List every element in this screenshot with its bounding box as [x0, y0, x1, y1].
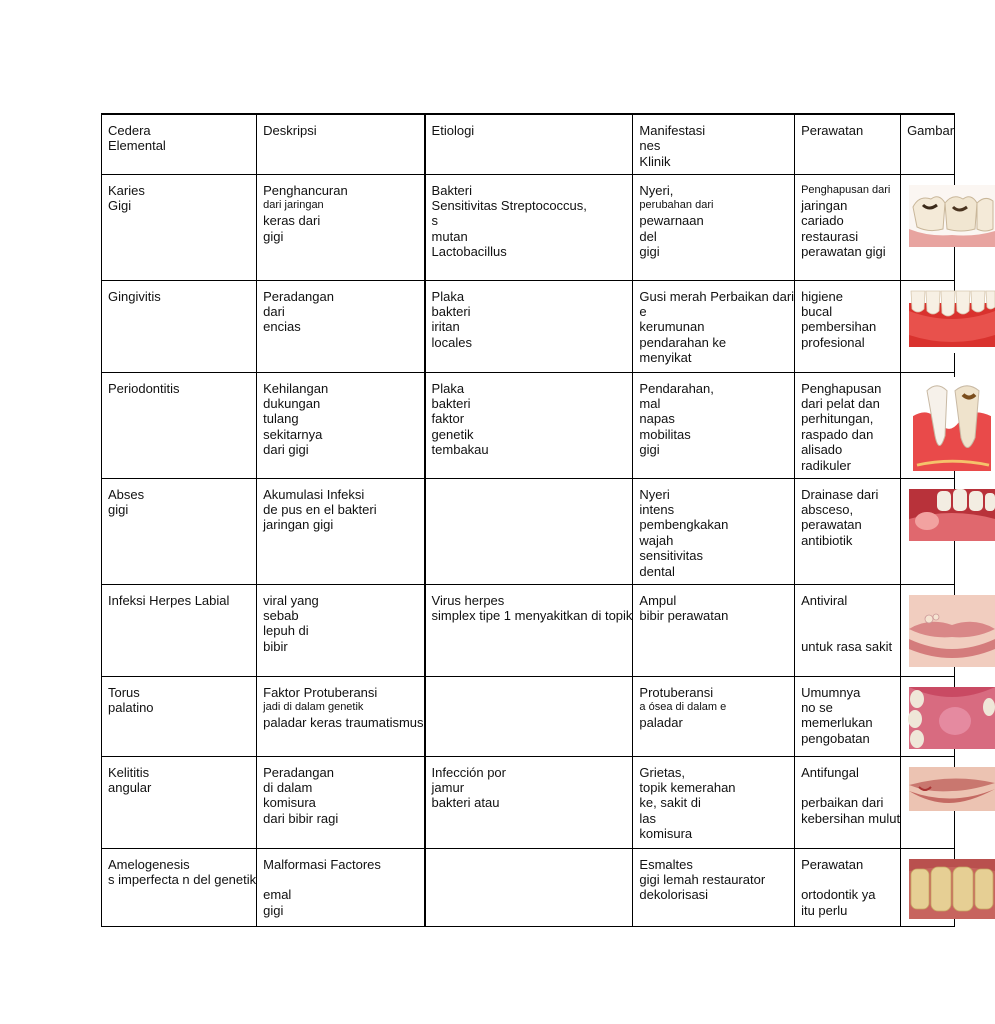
- cell-text-line: Peradangan: [263, 764, 334, 780]
- cell-text-line: kerumunan: [639, 319, 705, 335]
- cell-text-line: Ampul: [639, 592, 677, 608]
- cell-text-line: locales: [431, 334, 473, 350]
- cell-text-line: tembakau: [431, 442, 489, 458]
- cell-text-line: bakteri: [431, 395, 471, 411]
- cell-text-line: e: [639, 303, 647, 319]
- perawatan-cell: [795, 848, 901, 926]
- table-row: [102, 174, 955, 280]
- cell-text-line: [801, 780, 900, 795]
- cell-text-line: perubahan dari: [639, 198, 714, 211]
- cell-text-line: antibiotik: [801, 532, 853, 548]
- cell-text-line: kebersihan mulut: [801, 810, 901, 826]
- cell-text-line: pembengkakan: [639, 517, 729, 533]
- cell-text-line: menyikat: [639, 350, 692, 366]
- cell-text-line: Abses: [108, 486, 145, 502]
- lesion-image: [909, 489, 995, 541]
- cell-text-line: dekolorisasi: [639, 887, 709, 903]
- gambar-cell: [901, 676, 955, 756]
- deskripsi-cell: [257, 114, 425, 174]
- cell-text-line: Bakteri: [431, 182, 473, 198]
- cell-text-line: Gingivitis: [108, 288, 161, 304]
- carious-molars-icon: [909, 185, 995, 247]
- cell-text-line: topik kemerahan: [639, 779, 736, 795]
- cell-text-line: cariado: [801, 213, 844, 229]
- etiologi-cell: [425, 372, 633, 478]
- etiologi-cell: [425, 478, 633, 584]
- cell-text-line: Penghapusan: [801, 380, 882, 396]
- cell-text-line: absceso,: [801, 501, 854, 517]
- cell-text-line: jaringan: [801, 197, 848, 213]
- cedera-cell: [102, 280, 257, 372]
- cell-text-line: Gusi merah Perbaikan dari: [639, 288, 795, 304]
- cell-text-line: perhitungan,: [801, 411, 874, 427]
- cell-text-line: dukungan: [263, 395, 321, 411]
- cell-text-line: Perawatan: [801, 123, 864, 138]
- cell-text-line: dental: [639, 563, 675, 579]
- cell-text-line: profesional: [801, 334, 865, 350]
- cell-text-line: paladar keras traumatismus: [263, 715, 424, 731]
- cell-text-line: a ósea di dalam e: [639, 700, 727, 713]
- cedera-cell: [102, 848, 257, 926]
- deskripsi-cell: [257, 584, 425, 676]
- cell-text-line: Deskripsi: [263, 123, 317, 138]
- cell-text-line: Cedera: [108, 123, 151, 138]
- cell-text-line: bakteri atau: [431, 795, 500, 811]
- cell-text-line: Nyeri,: [639, 182, 674, 198]
- cell-text-line: napas: [639, 411, 675, 427]
- cell-text-line: perawatan gigi: [801, 244, 886, 260]
- cell-text-line: gigi: [639, 244, 660, 260]
- cedera-cell: [102, 372, 257, 478]
- cell-text-line: ke, sakit di: [639, 795, 701, 811]
- cell-text-line: ortodontik ya: [801, 887, 876, 903]
- gambar-cell: [901, 848, 955, 926]
- cell-text-line: Infeksi Herpes Labial: [108, 592, 230, 608]
- cell-text-line: s imperfecta n del genetik: [108, 871, 257, 887]
- cell-text-line: Grietas,: [639, 764, 685, 780]
- cell-text-line: gigi: [639, 442, 660, 458]
- cell-text-line: Infección por: [431, 764, 506, 780]
- cell-text-line: memerlukan: [801, 715, 873, 731]
- cell-text-line: Penghapusan dari: [801, 183, 891, 196]
- cell-text-line: gigi: [108, 501, 129, 517]
- manifestasi-cell: [633, 372, 795, 478]
- cedera-cell: [102, 478, 257, 584]
- cell-text-line: raspado dan: [801, 426, 874, 442]
- cell-text-line: Esmaltes: [639, 856, 693, 872]
- cell-text-line: emal: [263, 887, 292, 903]
- cell-text-line: bakteri: [431, 303, 471, 319]
- cell-text-line: alisado: [801, 442, 843, 458]
- table-row: [102, 848, 955, 926]
- cell-text-line: [801, 623, 900, 638]
- cell-text-line: sensitivitas: [639, 548, 703, 564]
- cell-text-line: pembersihan: [801, 319, 877, 335]
- gambar-cell: [901, 280, 955, 372]
- cell-text-line: di dalam: [263, 779, 313, 795]
- gambar-cell: [901, 756, 955, 848]
- amelogenesis-teeth-icon: [909, 859, 995, 919]
- cell-text-line: dari gigi: [263, 442, 309, 458]
- cell-text-line: Peradangan: [263, 288, 334, 304]
- gambar-cell: [901, 372, 955, 478]
- deskripsi-cell: [257, 174, 425, 280]
- cell-text-line: dari: [263, 303, 285, 319]
- cedera-cell: [102, 756, 257, 848]
- cedera-cell: [102, 174, 257, 280]
- deskripsi-cell: [257, 848, 425, 926]
- manifestasi-cell: [633, 280, 795, 372]
- cell-text-line: Pendarahan,: [639, 380, 714, 396]
- etiologi-cell: [425, 584, 633, 676]
- cell-text-line: Klinik: [639, 153, 671, 169]
- cell-text-line: Amelogenesis: [108, 856, 190, 872]
- cell-text-line: dari jaringan: [263, 198, 324, 211]
- cell-text-line: dari bibir ragi: [263, 810, 339, 826]
- cell-text-line: perawatan: [801, 517, 862, 533]
- manifestasi-cell: [633, 114, 795, 174]
- cell-text-line: mobilitas: [639, 426, 691, 442]
- cell-text-line: no se: [801, 699, 833, 715]
- cell-text-line: perbaikan dari: [801, 795, 884, 811]
- perawatan-cell: [795, 478, 901, 584]
- cell-text-line: nes: [639, 138, 661, 154]
- etiologi-cell: [425, 848, 633, 926]
- lesion-image: [909, 767, 995, 811]
- cell-text-line: wajah: [639, 532, 674, 548]
- cell-text-line: iritan: [431, 319, 460, 335]
- cell-text-line: Plaka: [431, 288, 465, 304]
- cell-text-line: las: [639, 810, 657, 826]
- table-row: [102, 478, 955, 584]
- cell-text-line: Kehilangan: [263, 380, 329, 396]
- etiologi-cell: [425, 280, 633, 372]
- cell-text-line: Manifestasi: [639, 123, 706, 138]
- cell-text-line: palatino: [108, 699, 154, 715]
- cell-text-line: untuk rasa sakit: [801, 638, 893, 654]
- perawatan-cell: [795, 280, 901, 372]
- deskripsi-cell: [257, 756, 425, 848]
- cell-text-line: [801, 872, 900, 887]
- cell-text-line: jaringan gigi: [263, 517, 334, 533]
- cell-text-line: gigi lemah restaurator: [639, 871, 766, 887]
- cell-text-line: Kelititis: [108, 764, 150, 780]
- manifestasi-cell: [633, 756, 795, 848]
- lesion-image: [909, 687, 995, 749]
- cell-text-line: Antifungal: [801, 764, 859, 780]
- cell-text-line: viral yang: [263, 592, 319, 608]
- cell-text-line: Torus: [108, 684, 140, 700]
- cedera-cell: [102, 584, 257, 676]
- lesion-image: [909, 377, 995, 471]
- lesion-image: [909, 859, 995, 919]
- cell-text-line: de pus en el bakteri: [263, 501, 377, 517]
- table-row: [102, 756, 955, 848]
- cell-text-line: itu perlu: [801, 902, 848, 918]
- cell-text-line: bucal: [801, 303, 833, 319]
- cell-text-line: paladar: [639, 715, 683, 731]
- cell-text-line: bibir perawatan: [639, 607, 729, 623]
- cell-text-line: mal: [639, 395, 661, 411]
- cell-text-line: Sensitivitas Streptococcus,: [431, 197, 587, 213]
- manifestasi-cell: [633, 848, 795, 926]
- table-row: [102, 280, 955, 372]
- table-row: [102, 584, 955, 676]
- deskripsi-cell: [257, 280, 425, 372]
- cell-text-line: lepuh di: [263, 623, 309, 639]
- manifestasi-cell: [633, 174, 795, 280]
- cell-text-line: pengobatan: [801, 730, 870, 746]
- cell-text-line: Umumnya: [801, 684, 861, 700]
- cell-text-line: jamur: [431, 779, 465, 795]
- cell-text-line: s: [431, 213, 439, 229]
- cell-text-line: intens: [639, 501, 675, 517]
- cell-text-line: keras dari: [263, 213, 321, 229]
- cell-text-line: Faktor Protuberansi: [263, 684, 378, 700]
- header-row: [102, 114, 955, 174]
- gambar-cell: [901, 584, 955, 676]
- cell-text-line: bibir: [263, 638, 288, 654]
- cell-text-line: tulang: [263, 411, 299, 427]
- cell-text-line: Perawatan: [801, 856, 864, 872]
- deskripsi-cell: [257, 372, 425, 478]
- cedera-cell: [102, 676, 257, 756]
- gambar-cell: [901, 114, 955, 174]
- cell-text-line: higiene: [801, 288, 843, 304]
- cell-text-line: Etiologi: [431, 123, 475, 138]
- cell-text-line: genetik: [431, 426, 474, 442]
- perawatan-cell: [795, 676, 901, 756]
- angular-cheilitis-icon: [909, 767, 995, 811]
- manifestasi-cell: [633, 676, 795, 756]
- cell-text-line: Plaka: [431, 380, 465, 396]
- cell-text-line: Akumulasi Infeksi: [263, 486, 365, 502]
- cell-text-line: Antiviral: [801, 592, 848, 608]
- cell-text-line: del: [639, 228, 657, 244]
- cell-text-line: gigi: [263, 902, 284, 918]
- cell-text-line: pewarnaan: [639, 213, 704, 229]
- cell-text-line: restaurasi: [801, 228, 859, 244]
- cell-text-line: simplex tipe 1 menyakitkan di topik: [431, 607, 633, 623]
- cell-text-line: dari pelat dan: [801, 395, 880, 411]
- torus-palatinus-icon: [909, 687, 995, 749]
- cell-text-line: Elemental: [108, 138, 166, 154]
- cell-text-line: Gigi: [108, 197, 132, 213]
- cell-text-line: radikuler: [801, 457, 851, 473]
- table-row: [102, 372, 955, 478]
- gambar-cell: [901, 174, 955, 280]
- cell-text-line: angular: [108, 779, 152, 795]
- cedera-cell: [102, 114, 257, 174]
- table-row: [102, 676, 955, 756]
- lesion-image: [909, 185, 995, 247]
- cell-text-line: [263, 872, 423, 887]
- manifestasi-cell: [633, 584, 795, 676]
- abscess-gum-icon: [909, 489, 995, 541]
- perawatan-cell: [795, 756, 901, 848]
- perawatan-cell: [795, 584, 901, 676]
- cell-text-line: pendarahan ke: [639, 334, 727, 350]
- cell-text-line: Gambar: [907, 123, 955, 138]
- etiologi-cell: [425, 756, 633, 848]
- etiologi-cell: [425, 114, 633, 174]
- deskripsi-cell: [257, 478, 425, 584]
- cell-text-line: Periodontitis: [108, 380, 180, 396]
- cell-text-line: Malformasi Factores: [263, 856, 381, 872]
- dental-lesions-table: [101, 113, 955, 927]
- cell-text-line: sekitarnya: [263, 426, 323, 442]
- cell-text-line: Lactobacillus: [431, 244, 507, 260]
- cell-text-line: encias: [263, 319, 301, 335]
- lesion-image: [909, 595, 995, 667]
- herpes-lip-icon: [909, 595, 995, 667]
- cell-text-line: gigi: [263, 228, 284, 244]
- cell-text-line: komisura: [639, 826, 693, 842]
- cell-text-line: sebab: [263, 607, 299, 623]
- etiologi-cell: [425, 676, 633, 756]
- lesion-image: [909, 291, 995, 353]
- perawatan-cell: [795, 174, 901, 280]
- cell-text-line: komisura: [263, 795, 316, 811]
- gambar-cell: [901, 478, 955, 584]
- cell-text-line: Karies: [108, 182, 145, 198]
- inflamed-gum-icon: [909, 291, 995, 353]
- cell-text-line: Virus herpes: [431, 592, 505, 608]
- periodontal-tooth-icon: [909, 377, 995, 471]
- perawatan-cell: [795, 372, 901, 478]
- cell-text-line: mutan: [431, 228, 468, 244]
- cell-text-line: [801, 608, 900, 623]
- cell-text-line: Nyeri: [639, 486, 670, 502]
- perawatan-cell: [795, 114, 901, 174]
- cell-text-line: jadi di dalam genetik: [263, 700, 364, 713]
- cell-text-line: faktor: [431, 411, 465, 427]
- manifestasi-cell: [633, 478, 795, 584]
- cell-text-line: Penghancuran: [263, 182, 348, 198]
- deskripsi-cell: [257, 676, 425, 756]
- cell-text-line: Protuberansi: [639, 684, 714, 700]
- etiologi-cell: [425, 174, 633, 280]
- cell-text-line: Drainase dari: [801, 486, 879, 502]
